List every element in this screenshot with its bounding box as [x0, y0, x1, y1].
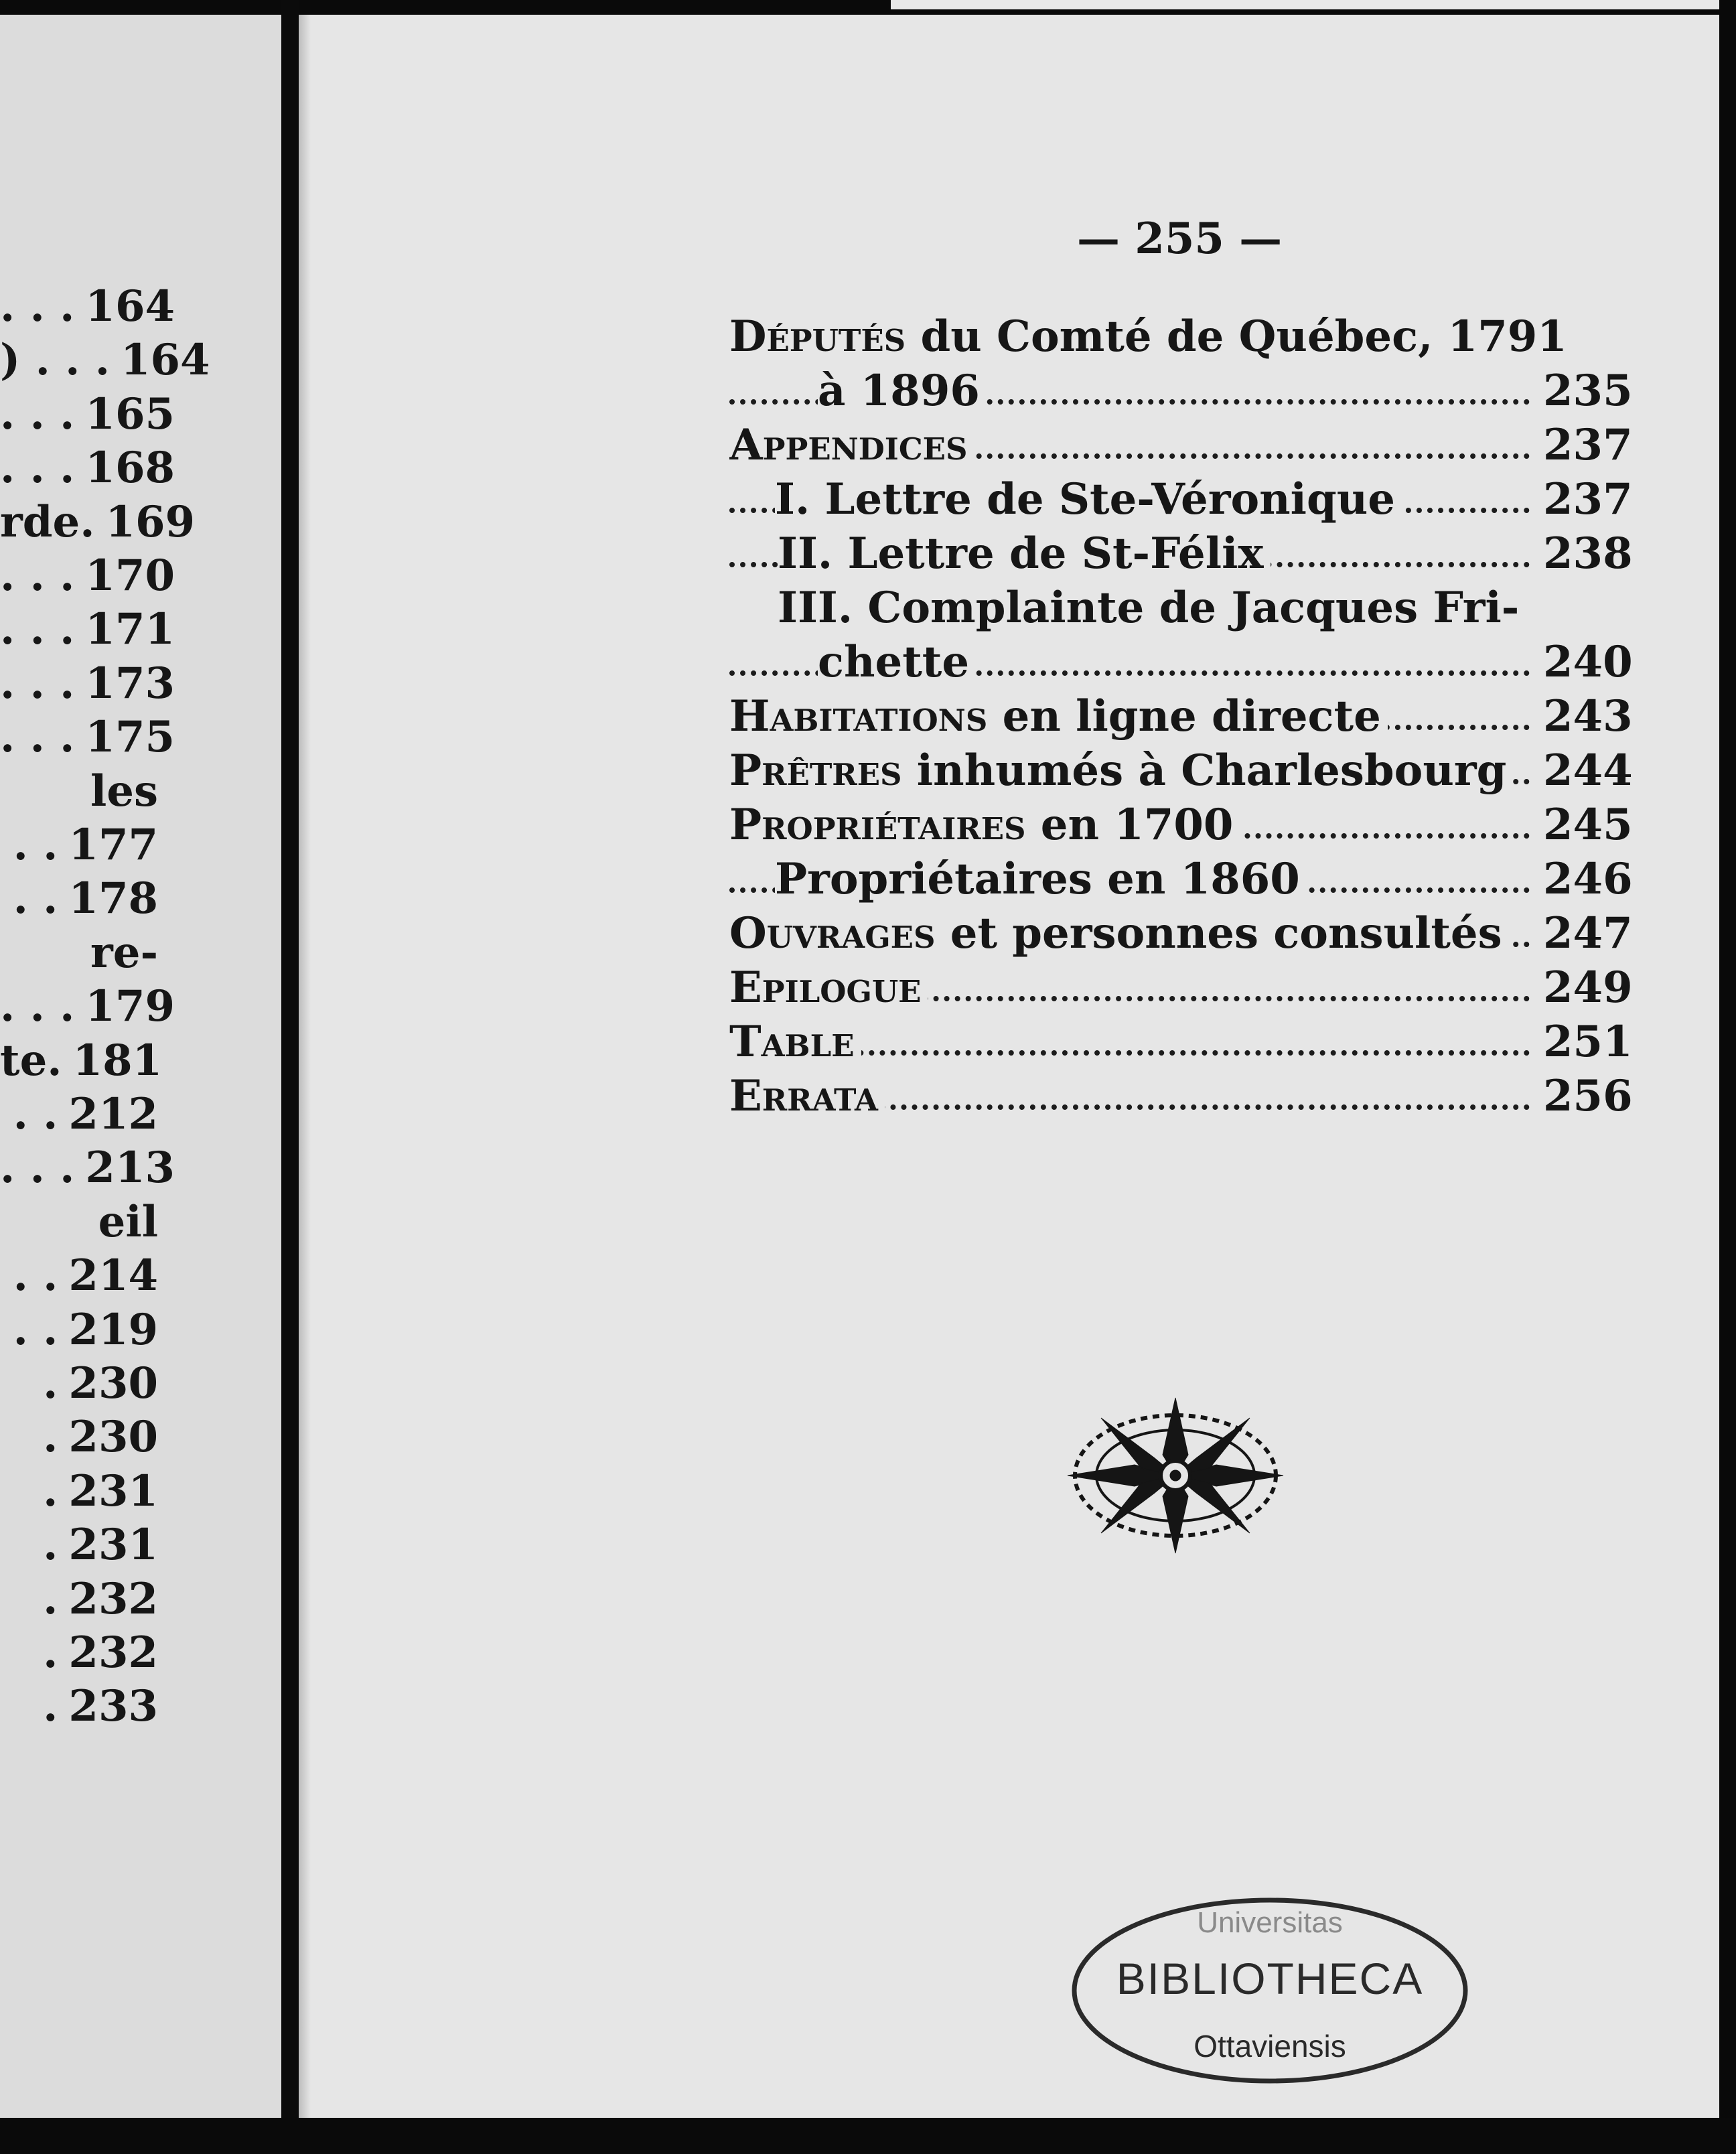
toc-entry-title	[729, 1015, 1630, 1069]
toc-entry	[729, 689, 1633, 743]
toc-entry-text: du Comté de Québec, 1791	[906, 311, 1567, 362]
left-page-line	[0, 980, 175, 1033]
toc-entry-text: à 1896	[818, 366, 980, 416]
stamp-middle-text: BIBLIOTHECA	[1116, 1954, 1424, 2003]
left-page-line-lead: . . .	[0, 443, 75, 494]
left-page-line-lead: .	[43, 1465, 58, 1516]
left-page-line	[0, 926, 158, 980]
left-page-line-page: 181	[72, 1035, 163, 1086]
toc-entry	[729, 581, 1630, 635]
left-page-line	[0, 496, 196, 549]
left-page-line-lead: . . .	[0, 658, 75, 709]
toc-entry-page: 237	[1543, 418, 1630, 472]
toc-entry-page: 243	[1543, 689, 1630, 743]
left-page-line-page: 179	[85, 981, 175, 1032]
left-page-line	[0, 1088, 158, 1141]
left-page-line-page: 169	[105, 496, 196, 547]
toc-entry-page: 251	[1543, 1015, 1630, 1069]
toc-entry-page: 238	[1543, 526, 1630, 581]
left-page-line-page: 164	[120, 335, 210, 386]
toc-entry-title	[729, 526, 1630, 581]
left-page-line-page: 213	[85, 1143, 175, 1194]
toc-entry-title	[729, 581, 1630, 635]
toc-entry-page: 244	[1543, 743, 1630, 798]
left-page-line-page: 173	[85, 658, 175, 709]
left-page-line	[0, 388, 175, 441]
left-page-line-page: 175	[85, 712, 175, 763]
toc-entry-title	[729, 906, 1630, 960]
left-page-line-page: 232	[68, 1628, 158, 1678]
toc-entry-title	[729, 852, 1630, 906]
toc-entry-text: III. Complainte de Jacques Fri-	[778, 583, 1520, 633]
toc-entry-keyword: Députés	[729, 311, 906, 362]
toc-entry-keyword: Table	[729, 1017, 855, 1067]
toc-entry-text: en ligne directe	[987, 691, 1381, 741]
left-page-line-page: 230	[68, 1358, 158, 1409]
right-page	[311, 15, 1719, 2118]
toc-entry-title	[729, 960, 1630, 1015]
left-page-line	[0, 1034, 163, 1088]
left-page-line-page: 232	[68, 1573, 158, 1624]
toc-entry	[729, 798, 1633, 852]
toc-entry-title	[729, 798, 1630, 852]
toc-entry-page: 240	[1543, 635, 1630, 689]
left-page-line	[0, 1465, 158, 1518]
stamp-top-text: Universitas	[1197, 1906, 1343, 1939]
toc-entry-keyword: Propriétaires	[729, 800, 1026, 850]
scan-right-border	[1719, 0, 1736, 2154]
toc-entry-page: 249	[1543, 960, 1630, 1015]
toc-entry	[729, 743, 1633, 798]
scan-top-edge	[891, 0, 1736, 9]
toc-entry	[729, 472, 1633, 526]
left-page-line	[0, 334, 210, 387]
left-page-line-lead: .	[43, 1412, 58, 1463]
left-page-line	[0, 1411, 158, 1464]
left-page-line-lead: .	[43, 1520, 58, 1571]
toc-entry-title	[729, 309, 1630, 364]
left-page-line-page: 219	[68, 1304, 158, 1355]
left-page-line	[0, 1573, 158, 1626]
left-page-line-page: 164	[85, 281, 175, 332]
left-page-line-page: 233	[68, 1681, 158, 1732]
left-page-line-lead: . . .	[0, 551, 75, 601]
left-page-line-lead: . . .	[0, 281, 75, 332]
left-page-line	[0, 1196, 158, 1249]
left-page-line	[0, 657, 175, 711]
toc-entry	[729, 364, 1633, 418]
left-page-line	[0, 818, 158, 872]
left-page-line-lead: . . .	[0, 604, 75, 655]
scan-bottom-border	[0, 2118, 1736, 2154]
toc-entry-text: et personnes consultés	[935, 908, 1502, 958]
toc-entry-text: I. Lettre de Ste-Véronique	[775, 474, 1395, 524]
left-page-line-lead: les	[90, 766, 158, 816]
left-page-line-page: 168	[85, 443, 175, 494]
left-page-line-lead: . .	[13, 1304, 58, 1355]
toc-entry-keyword: Epilogue	[729, 962, 922, 1013]
toc-entry	[729, 1069, 1633, 1123]
left-page-line-lead: te.	[0, 1035, 62, 1086]
left-page-line-lead: rde.	[0, 496, 95, 547]
left-page-line-page: 212	[68, 1089, 158, 1139]
toc-entry-keyword: Ouvrages	[729, 908, 936, 958]
toc-entry-title	[729, 364, 1630, 418]
toc-entry-keyword: Errata	[729, 1071, 878, 1121]
left-page-line-page: 177	[68, 820, 158, 870]
toc-entry-page: 237	[1543, 472, 1630, 526]
left-page-line	[0, 603, 175, 656]
toc-entry-title	[729, 743, 1630, 798]
toc-entry-text: chette	[818, 637, 970, 687]
toc-entry-page: 256	[1543, 1069, 1630, 1123]
library-stamp	[1069, 1893, 1471, 2088]
left-page-line-lead: .	[43, 1573, 58, 1624]
left-page-line-page: 231	[68, 1520, 158, 1571]
toc-entry	[729, 418, 1633, 472]
toc-entry	[729, 526, 1633, 581]
toc-entry-keyword: Prêtres	[729, 745, 902, 796]
toc-entry-page: 235	[1543, 364, 1630, 418]
left-page-line	[0, 1141, 175, 1195]
toc-entry	[729, 906, 1633, 960]
left-page-line	[0, 872, 158, 926]
toc-entry-keyword: Habitations	[729, 691, 988, 741]
left-page-line	[0, 1249, 158, 1303]
left-page-line	[0, 441, 175, 495]
left-page-line-lead: eil	[98, 1196, 158, 1247]
left-page-line-lead: . . .	[0, 388, 75, 439]
toc-entry-text: II. Lettre de St-Félix	[778, 528, 1264, 579]
left-page-line	[0, 765, 158, 818]
left-page-line-lead: .	[43, 1681, 58, 1732]
stamp-bottom-text: Ottaviensis	[1194, 2029, 1346, 2064]
page-number: — 255 —	[1077, 214, 1283, 264]
toc-entry	[729, 635, 1633, 689]
left-page-line-page: 171	[85, 604, 175, 655]
left-page-line	[0, 1518, 158, 1572]
left-page-line-page: 230	[68, 1412, 158, 1463]
left-page-line-page: 165	[85, 388, 175, 439]
left-page-line-lead: . .	[13, 873, 58, 924]
left-page-fragment	[0, 15, 281, 2118]
left-page-line-lead: .	[43, 1358, 58, 1409]
left-page-line-page: 231	[68, 1465, 158, 1516]
left-page-line	[0, 711, 175, 764]
left-page-line-lead: . . .	[0, 1143, 75, 1194]
toc-entry-page: 247	[1543, 906, 1630, 960]
left-page-line-lead: ) . . .	[0, 335, 110, 386]
gutter-shadow	[299, 15, 311, 2131]
toc-entry-title	[729, 1069, 1630, 1123]
left-page-line	[0, 549, 175, 603]
left-page-line-lead: re-	[90, 927, 158, 978]
left-page-line-lead: . .	[13, 820, 58, 870]
left-page-line	[0, 1357, 158, 1411]
toc-entry-title	[729, 635, 1630, 689]
toc-entry	[729, 852, 1633, 906]
toc-entry	[729, 1015, 1633, 1069]
left-page-line-lead: .	[43, 1628, 58, 1678]
left-page-line-lead: . .	[13, 1250, 58, 1301]
toc-entry	[729, 309, 1630, 364]
toc-entry	[729, 960, 1633, 1015]
table-of-contents	[729, 309, 1633, 1123]
left-page-line-lead: . . .	[0, 981, 75, 1032]
left-page-line	[0, 1680, 158, 1733]
toc-entry-title	[729, 418, 1630, 472]
left-page-line-lead: . . .	[0, 712, 75, 763]
left-page-line	[0, 280, 175, 334]
toc-entry-page: 246	[1543, 852, 1630, 906]
toc-entry-text: Propriétaires en 1860	[775, 854, 1300, 904]
toc-entry-text: en 1700	[1025, 800, 1234, 850]
left-page-line-page: 214	[68, 1250, 158, 1301]
toc-entry-text: inhumés à Charlesbourg	[901, 745, 1507, 796]
toc-entry-page: 245	[1543, 798, 1630, 852]
left-page-line	[0, 1626, 158, 1680]
left-page-line-page: 170	[85, 551, 175, 601]
ornament-icon	[1061, 1394, 1290, 1557]
toc-entry-title	[729, 689, 1630, 743]
book-binding	[281, 0, 299, 2154]
left-page-line-page: 178	[68, 873, 158, 924]
left-page-line-lead: . .	[13, 1089, 58, 1139]
left-page-line	[0, 1303, 158, 1357]
toc-entry-title	[729, 472, 1630, 526]
toc-entry-keyword: Appendices	[729, 420, 968, 470]
